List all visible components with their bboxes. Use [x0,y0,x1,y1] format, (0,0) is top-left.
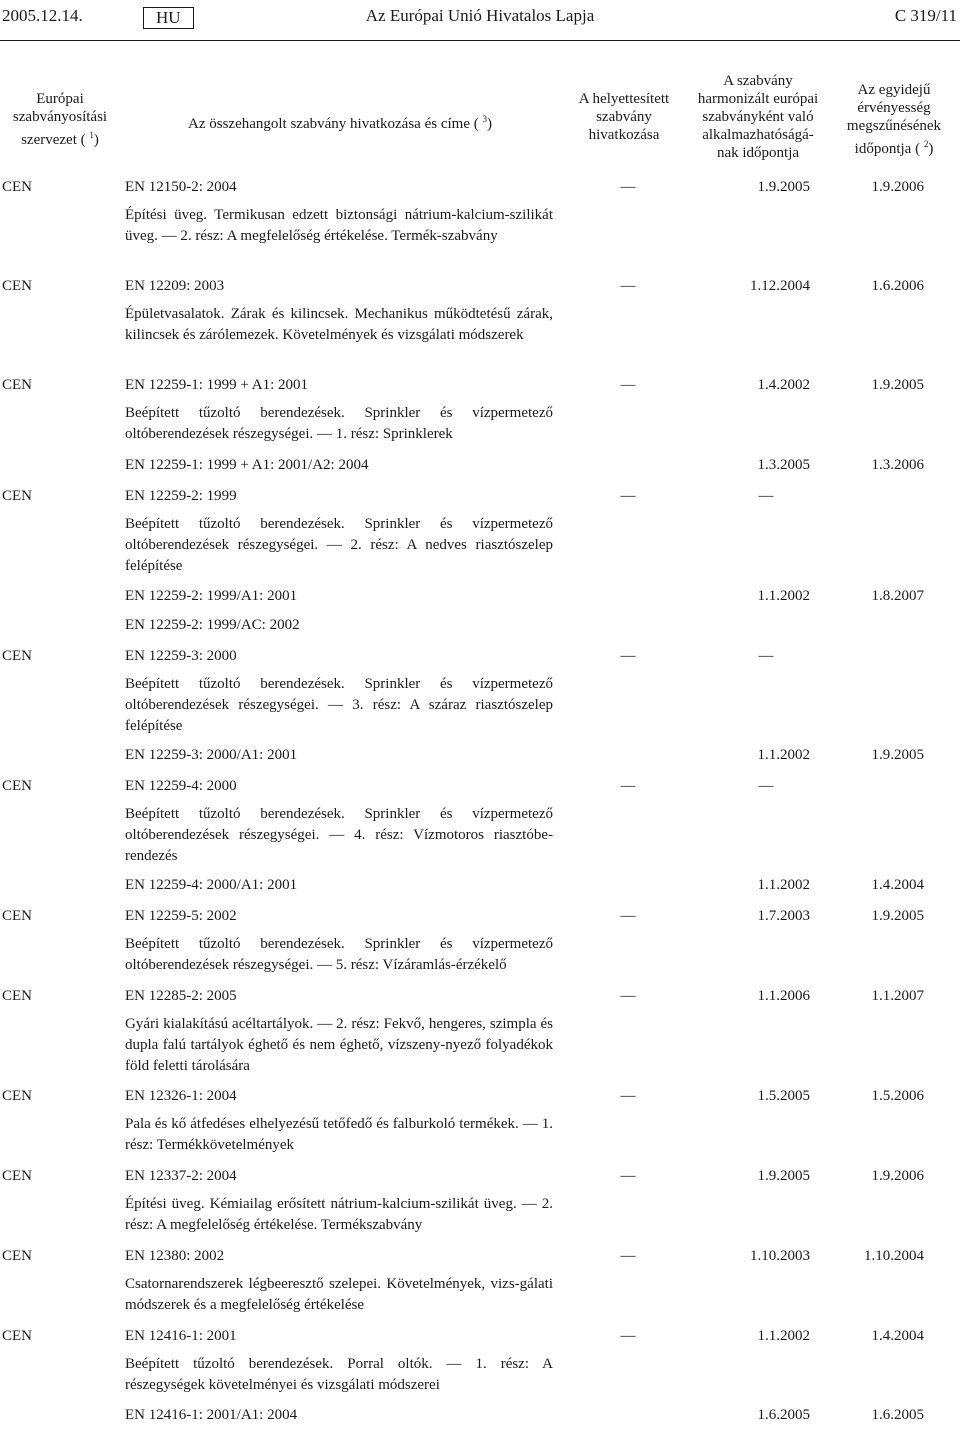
standard-reference: EN 12416-1: 2001/A1: 2004 [125,1407,298,1423]
expiry-date: 1.9.2006 [871,1168,924,1184]
expiry-date: 1.6.2005 [871,1407,924,1423]
column-header-applicable-date: A szabvány harmonizált európai szabványként való alkalmazhatóságá- nak időpontja [697,73,819,161]
applicable-date: — [758,648,774,664]
standard-reference: EN 12259-1: 1999 + A1: 2001/A2: 2004 [125,457,369,473]
organisation: CEN [2,488,32,504]
replaced-standard: — [620,278,636,294]
standard-reference: EN 12259-5: 2002 [125,908,237,924]
standard-reference: EN 12209: 2003 [125,278,225,294]
standard-reference: EN 12259-3: 2000 [125,648,237,664]
applicable-date: 1.4.2002 [757,377,810,393]
column-header-reference: Az összehangolt szabvány hivatkozása és címe ( $^3$) [188,114,492,132]
applicable-date: 1.5.2005 [757,1088,810,1104]
expiry-date: 1.3.2006 [871,457,924,473]
standard-reference: EN 12150-2: 2004 [125,179,237,195]
replaced-standard: — [620,988,636,1004]
standard-title: Építési üveg. Termikusan edzett biztonsági nátrium-kalcium-szilikát üveg. — 2. rész: A megfelelőség értékelése. Termék-szabvány [125,207,553,244]
replaced-standard: — [620,1328,636,1344]
standard-reference: EN 12380: 2002 [125,1248,225,1264]
standard-title: Építési üveg. Kémiailag erősített nátrium-kalcium-szilikát üveg. — 2. rész: A megfelelőség értékelése. Termékszabvány [125,1196,553,1233]
applicable-date: 1.1.2006 [757,988,810,1004]
table-row [0,1086,960,1106]
expiry-date: 1.9.2005 [871,747,924,763]
table-row [0,1246,960,1266]
table-row [0,276,960,296]
replaced-standard: — [620,1088,636,1104]
table-row [0,906,960,926]
organisation: CEN [2,648,32,664]
column-header-expiry-date: Az egyidejű érvényesség megszűnésének időpontja ( $^2$) [846,82,942,157]
page-header [0,6,960,36]
table-row-amendment [0,586,960,606]
standard-title: Csatornarendszerek légbeeresztő szelepei. Követelmények, vizs-gálati módszerek és a megfelelőség értékelése [125,1276,553,1313]
expiry-date: 1.9.2006 [871,179,924,195]
table-row [0,375,960,395]
column-header-organisation: Európai szabványosítási szervezet ( $^1$) [12,91,108,148]
standard-reference: EN 12259-2: 1999/A1: 2001 [125,588,298,604]
replaced-standard: — [620,778,636,794]
organisation: CEN [2,179,32,195]
page-reference: C 319/11 [894,6,957,25]
expiry-date: 1.10.2004 [864,1248,924,1264]
replaced-standard: — [620,488,636,504]
journal-title: Az Európai Unió Hivatalos Lapja [365,6,595,25]
standard-title: Beépített tűzoltó berendezések. Sprinkler és vízpermetező oltóberendezések részegységei. — 4. rész: Vízmotoros riasztóbe-rendezés [125,806,553,864]
table-row-amendment [0,455,960,475]
applicable-date: — [758,488,774,504]
organisation: CEN [2,1088,32,1104]
standard-reference: EN 12259-2: 1999 [125,488,237,504]
table-row [0,177,960,197]
standard-reference: EN 12259-1: 1999 + A1: 2001 [125,377,309,393]
standard-reference: EN 12337-2: 2004 [125,1168,237,1184]
replaced-standard: — [620,1168,636,1184]
standard-reference: EN 12259-3: 2000/A1: 2001 [125,747,298,763]
organisation: CEN [2,278,32,294]
applicable-date: 1.1.2002 [757,1328,810,1344]
organisation: CEN [2,1248,32,1264]
standard-title: Beépített tűzoltó berendezések. Sprinkler és vízpermetező oltóberendezések részegységei. — 5. rész: Vízáramlás-érzékelő [125,936,553,973]
applicable-date: 1.1.2002 [757,588,810,604]
table-row-amendment [0,1405,960,1425]
replaced-standard: — [620,179,636,195]
applicable-date: 1.1.2002 [757,747,810,763]
expiry-date: 1.8.2007 [871,588,924,604]
expiry-date: 1.9.2005 [871,908,924,924]
expiry-date: 1.9.2005 [871,377,924,393]
standard-title: Gyári kialakítású acéltartályok. — 2. rész: Fekvő, hengeres, szimpla és dupla falú tartályok éghető és nem éghető, vízszeny-nyező folyadékok föld feletti tárolására [125,1016,553,1074]
table-row [0,486,960,506]
applicable-date: — [758,778,774,794]
standard-reference: EN 12285-2: 2005 [125,988,237,1004]
replaced-standard: — [620,908,636,924]
standard-title: Beépített tűzoltó berendezések. Sprinkler és vízpermetező oltóberendezések részegységei. — 2. rész: A nedves riasztószelep felépítése [125,516,553,574]
standard-reference: EN 12259-4: 2000 [125,778,237,794]
applicable-date: 1.9.2005 [757,1168,810,1184]
organisation: CEN [2,1328,32,1344]
table-row [0,986,960,1006]
replaced-standard: — [620,648,636,664]
table-row-amendment [0,745,960,765]
expiry-date: 1.4.2004 [871,877,924,893]
standard-title: Beépített tűzoltó berendezések. Sprinkler és vízpermetező oltóberendezések részegységei. — 1. rész: Sprinklerek [125,405,553,442]
table-row-amendment [0,615,960,635]
organisation: CEN [2,908,32,924]
applicable-date: 1.6.2005 [757,1407,810,1423]
language-badge: HU [143,7,194,29]
applicable-date: 1.7.2003 [757,908,810,924]
replaced-standard: — [620,377,636,393]
standard-reference: EN 12326-1: 2004 [125,1088,237,1104]
applicable-date: 1.3.2005 [757,457,810,473]
standard-reference: EN 12416-1: 2001 [125,1328,237,1344]
organisation: CEN [2,988,32,1004]
standard-title: Pala és kő átfedéses elhelyezésű tetőfedő és falburkoló termékek. — 1. rész: Termékkövetelmények [125,1116,553,1153]
table-row-amendment [0,875,960,895]
applicable-date: 1.12.2004 [750,278,810,294]
expiry-date: 1.1.2007 [871,988,924,1004]
standard-title: Beépített tűzoltó berendezések. Porral oltók. — 1. rész: A részegységek követelményei és vizsgálati módszerei [125,1356,553,1393]
expiry-date: 1.6.2006 [871,278,924,294]
replaced-standard: — [620,1248,636,1264]
organisation: CEN [2,377,32,393]
expiry-date: 1.5.2006 [871,1088,924,1104]
expiry-date: 1.4.2004 [871,1328,924,1344]
organisation: CEN [2,1168,32,1184]
issue-date: 2005.12.14. [2,6,83,25]
applicable-date: 1.10.2003 [750,1248,810,1264]
table-row [0,646,960,666]
organisation: CEN [2,778,32,794]
standard-title: Épületvasalatok. Zárak és kilincsek. Mechanikus működtetésű zárak, kilincsek és zárólemezek. Követelmények és vizsgálati módszerek [125,306,553,343]
table-row [0,1166,960,1186]
table-row [0,776,960,796]
standard-reference: EN 12259-2: 1999/AC: 2002 [125,617,300,633]
table-row [0,1326,960,1346]
applicable-date: 1.1.2002 [757,877,810,893]
standard-title: Beépített tűzoltó berendezések. Sprinkler és vízpermetező oltóberendezések részegységei. — 3. rész: A száraz riasztószelep felépítése [125,676,553,734]
column-header-replaced: A helyettesített szabvány hivatkozása [578,91,670,143]
header-rule [0,40,960,41]
applicable-date: 1.9.2005 [757,179,810,195]
standard-reference: EN 12259-4: 2000/A1: 2001 [125,877,298,893]
